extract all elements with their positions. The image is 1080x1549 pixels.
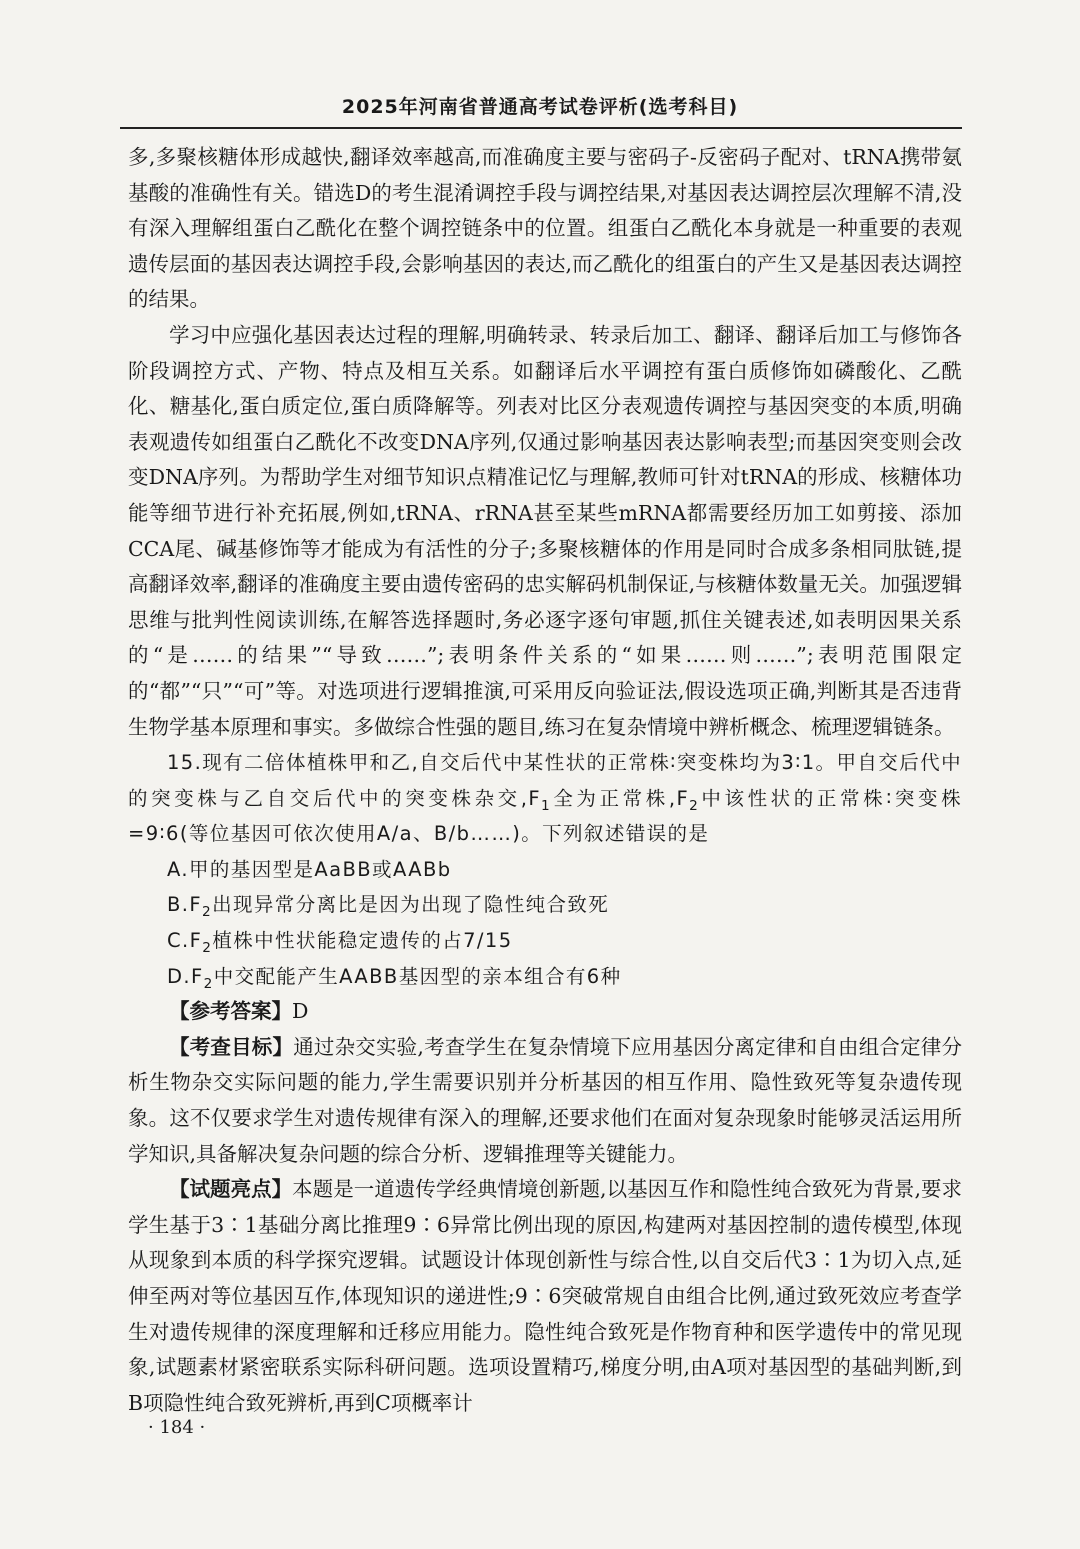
option-c-prefix: C.F [167, 929, 203, 953]
question-stem-sub2: 2 [689, 797, 700, 814]
page-body [128, 140, 962, 1421]
reference-answer [128, 994, 962, 1030]
objective-text: 通过杂交实验,考查学生在复杂情境下应用基因分离定律和自由组合定律分析生物杂交实际问题的能力,学生需要识别并分析基因的相互作用、隐性致死等复杂遗传现象。这不仅要求学生对遗传规律有深入的理解,还要求他们在面对复杂现象时能够灵活运用所学知识,具备解决复杂问题的综合分析、逻辑推理等关键能力。 [128, 1034, 963, 1166]
option-d-text: 中交配能产生AABB基因型的亲本组合有6种 [213, 964, 622, 988]
reference-answer-label: 【参考答案】 [169, 999, 292, 1024]
option-d-prefix: D.F [167, 964, 204, 988]
paragraph-study-advice: 学习中应强化基因表达过程的理解,明确转录、转录后加工、翻译、翻译后加工与修饰各阶段调控方式、产物、特点及相互关系。如翻译后水平调控有蛋白质修饰如磷酸化、乙酰化、糖基化,蛋白质定位,蛋白质降解等。列表对比区分表观遗传调控与基因突变的本质,明确表观遗传如组蛋白乙酰化不改变DNA序列,仅通过影响基因表达影响表型;而基因突变则会改变DNA序列。为帮助学生对细节知识点精准记忆与理解,教师可针对tRNA的形成、核糖体功能等细节进行补充拓展,例如,tRNA、rRNA甚至某些mRNA都需要经历加工如剪接、添加CCA尾、碱基修饰等才能成为有活性的分子;多聚核糖体的作用是同时合成多条相同肽链,提高翻译效率,翻译的准确度主要由遗传密码的忠实解码机制保证,与核糖体数量无关。加强逻辑思维与批判性阅读训练,在解答选择题时,务必逐字逐句审题,抓住关键表述,如表明因果关系的“是……的结果”“导致……”;表明条件关系的“如果……则……”;表明范围限定的“都”“只”“可”等。对选项进行逻辑推演,可采用反向验证法,假设选项正确,判断其是否违背生物学基本原理和事实。多做综合性强的题目,练习在复杂情境中辨析概念、梳理逻辑链条。 [128, 322, 962, 739]
paragraph-continued: 多,多聚核糖体形成越快,翻译效率越高,而准确度主要与密码子-反密码子配对、tRNA携带氨基酸的准确性有关。错选D的考生混淆调控手段与调控结果,对基因表达调控层次理解不清,没有深入理解组蛋白乙酰化在整个调控链条中的位置。组蛋白乙酰化本身就是一种重要的表观遗传层面的基因表达调控手段,会影响基因的表达,而乙酰化的组蛋白的产生又是基因表达调控的结果。 [128, 145, 962, 312]
highlight-label: 【试题亮点】 [169, 1177, 293, 1202]
question-stem-part1: 15.现有二倍体植株甲和乙,自交后代中某性状的正常株∶突变株均为3∶1。甲自交后代中的突变株与乙自交后代中的突变株杂交,F [128, 751, 962, 810]
page-number: · 184 · [148, 1417, 206, 1438]
running-header-title: 2025年河南省普通高考试卷评析(选考科目) [341, 96, 739, 118]
header-divider [120, 127, 962, 129]
objective-label: 【考查目标】 [169, 1034, 294, 1059]
question-stem-sub1: 1 [541, 797, 552, 814]
question-stem [128, 745, 962, 852]
option-c-subscript: 2 [202, 939, 213, 956]
objective-paragraph [128, 1030, 962, 1172]
option-c [128, 923, 962, 959]
question-stem-part3: 中该性状的正常株∶突变株=9∶6(等位基因可依次使用A/a、B/b……)。下列叙述错误的是 [128, 786, 962, 846]
option-b-subscript: 2 [202, 904, 213, 921]
option-a: A.甲的基因型是AaBB或AABb [167, 857, 452, 881]
option-d [128, 959, 962, 995]
question-stem-part2: 全为正常株,F [551, 786, 690, 810]
highlight-text: 本题是一道遗传学经典情境创新题,以基因互作和隐性纯合致死为背景,要求学生基于3∶1基础分离比推理9∶6异常比例出现的原因,构建两对基因控制的遗传模型,体现从现象到本质的科学探究逻辑。试题设计体现创新性与综合性,以自交后代3∶1为切入点,延伸至两对等位基因互作,体现知识的递进性;9∶6突破常规自由组合比例,通过致死效应考查学生对遗传规律的深度理解和迁移应用能力。隐性纯合致死是作物育种和医学遗传中的常见现象,试题素材紧密联系实际科研问题。选项设置精巧,梯度分明,由A项对基因型的基础判断,到B项隐性纯合致死辨析,再到C项概率计 [128, 1177, 963, 1415]
option-b [128, 887, 962, 923]
option-d-subscript: 2 [203, 975, 214, 992]
option-b-text: 出现异常分离比是因为出现了隐性纯合致死 [212, 893, 610, 917]
highlight-paragraph [128, 1172, 962, 1421]
option-b-prefix: B.F [167, 893, 202, 917]
reference-answer-value: D [292, 999, 309, 1024]
option-c-text: 植株中性状能稳定遗传的占7/15 [212, 929, 513, 953]
